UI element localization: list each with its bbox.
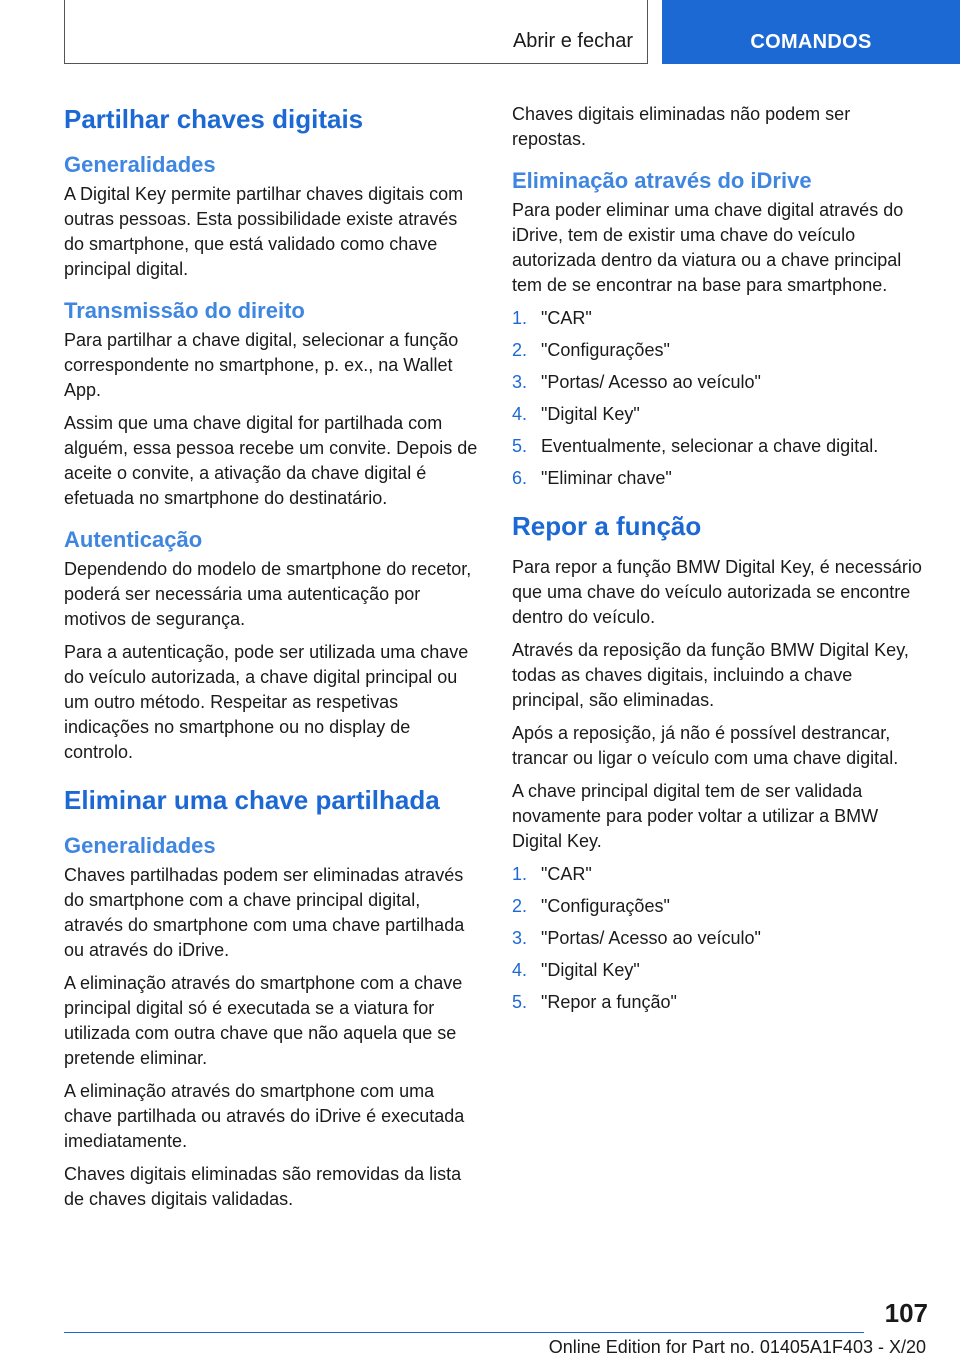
subsection-title: Eliminação através do iDrive (512, 168, 812, 193)
paragraph: Para poder eliminar uma chave digital através do iDrive, tem de existir uma chave do veículo autorizada dentro da viatura ou a chave principal tem de se encontrar na base para smartphone. (512, 200, 904, 295)
subsection-title: Autenticação (64, 527, 203, 552)
step-number: 3. (512, 372, 528, 392)
list-item (512, 862, 928, 887)
step-number: 1. (512, 308, 528, 328)
section-title: Repor a função (512, 511, 702, 541)
step-number: 4. (512, 404, 528, 424)
paragraph: Para repor a função BMW Digital Key, é necessário que uma chave do veículo autorizada se encontre dentro do veículo. (512, 557, 922, 627)
paragraph: Após a reposição, já não é possível destrancar, trancar ou ligar o veículo com uma chave digital. (512, 723, 899, 768)
step-text: "Configurações" (541, 340, 670, 360)
step-text: "Digital Key" (541, 960, 640, 980)
list-item (512, 958, 928, 983)
paragraph: A eliminação através do smartphone com uma chave partilhada ou através do iDrive é executada imediatamente. (64, 1081, 465, 1151)
right-column (512, 102, 928, 1027)
step-text: "Eliminar chave" (541, 468, 672, 488)
footer-edition: Online Edition for Part no. 01405A1F403 - X/20 (548, 1337, 926, 1357)
footer-divider (64, 1332, 864, 1333)
header-chapter-label: COMANDOS (750, 31, 872, 53)
list-item (512, 402, 928, 427)
list-item (512, 434, 928, 459)
step-number: 6. (512, 468, 528, 488)
paragraph: A chave principal digital tem de ser validada novamente para poder voltar a utilizar a BMW Digital Key. (512, 781, 879, 851)
step-text: "Digital Key" (541, 404, 640, 424)
step-text: Eventualmente, selecionar a chave digital. (541, 436, 879, 456)
step-text: "Repor a função" (541, 992, 677, 1012)
paragraph: A Digital Key permite partilhar chaves digitais com outras pessoas. Esta possibilidade existe através do smartphone, que está validado como chave principal digital. (64, 184, 464, 279)
list-item (512, 370, 928, 395)
paragraph: Para a autenticação, pode ser utilizada uma chave do veículo autorizada, a chave digital principal ou um outro método. Respeitar as respetivas indicações no smartphone ou no display de controlo. (64, 642, 469, 762)
paragraph: A eliminação através do smartphone com a chave principal digital só é executada se a viatura for utilizada com outra chave que não aquela que se pretende eliminar. (64, 973, 463, 1068)
header-section-label: Abrir e fechar (512, 30, 633, 52)
paragraph: Através da reposição da função BMW Digital Key, todas as chaves digitais, incluindo a chave principal, são eliminadas. (512, 640, 909, 710)
paragraph: Para partilhar a chave digital, selecionar a função correspondente no smartphone, p. ex., na Wallet App. (64, 330, 459, 400)
section-title: Partilhar chaves digitais (64, 104, 364, 134)
step-number: 3. (512, 928, 528, 948)
step-text: "CAR" (541, 308, 592, 328)
paragraph: Dependendo do modelo de smartphone do recetor, poderá ser necessária uma autenticação por motivos de segurança. (64, 559, 472, 629)
subsection-title: Transmissão do direito (64, 298, 305, 323)
header-section-tab[interactable] (64, 0, 648, 64)
step-number: 5. (512, 992, 528, 1012)
list-item (512, 990, 928, 1015)
page-number: 107 (884, 1298, 928, 1328)
steps-list-delete (512, 306, 928, 491)
step-text: "CAR" (541, 864, 592, 884)
list-item (512, 306, 928, 331)
paragraph: Assim que uma chave digital for partilhada com alguém, essa pessoa recebe um convite. Depois de aceite o convite, a ativação da chave digital é efetuada no smartphone do destinatário. (64, 413, 478, 508)
steps-list-reset (512, 862, 928, 1015)
step-number: 1. (512, 864, 528, 884)
list-item (512, 926, 928, 951)
list-item (512, 466, 928, 491)
step-number: 4. (512, 960, 528, 980)
step-text: "Portas/ Acesso ao veículo" (541, 372, 761, 392)
list-item (512, 894, 928, 919)
step-number: 5. (512, 436, 528, 456)
paragraph: Chaves digitais eliminadas não podem ser repostas. (512, 104, 851, 149)
list-item (512, 338, 928, 363)
paragraph: Chaves partilhadas podem ser eliminadas através do smartphone com a chave principal digital, através do smartphone com uma chave partilhada ou através do iDrive. (64, 865, 465, 960)
step-number: 2. (512, 340, 528, 360)
step-text: "Configurações" (541, 896, 670, 916)
step-text: "Portas/ Acesso ao veículo" (541, 928, 761, 948)
paragraph: Chaves digitais eliminadas são removidas da lista de chaves digitais validadas. (64, 1164, 462, 1209)
subsection-title: Generalidades (64, 833, 216, 858)
step-number: 2. (512, 896, 528, 916)
section-title: Eliminar uma chave partilhada (64, 785, 440, 815)
header-chapter-tab[interactable] (662, 0, 960, 64)
subsection-title: Generalidades (64, 152, 216, 177)
left-column (64, 100, 480, 1220)
